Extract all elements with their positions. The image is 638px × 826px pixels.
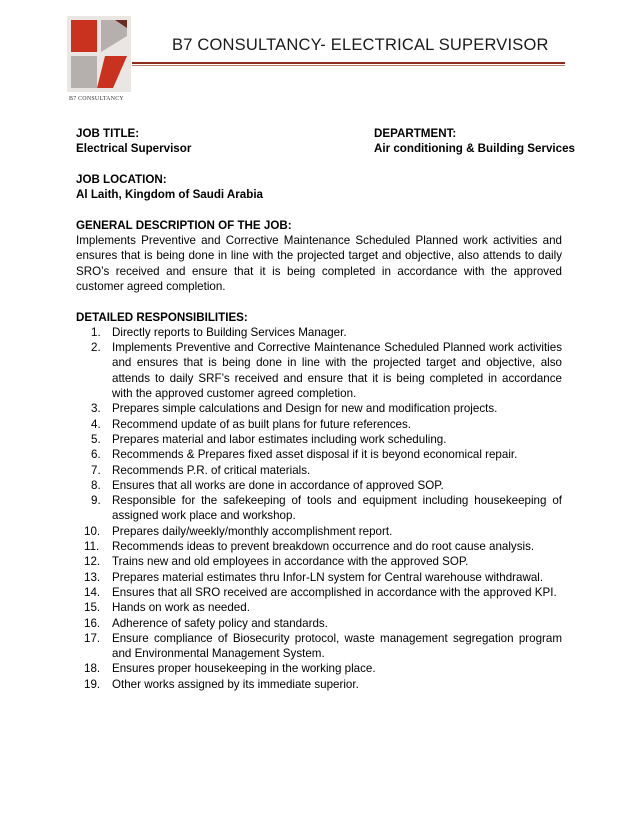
b7-logo-mark	[67, 16, 131, 92]
page-title: B7 CONSULTANCY- ELECTRICAL SUPERVISOR	[172, 36, 549, 54]
header-rule	[132, 62, 565, 64]
department-label: DEPARTMENT:	[374, 127, 457, 140]
list-item: 5. Prepares material and labor estimates including work scheduling.	[91, 432, 447, 446]
logo-caption: B7 CONSULTANCY	[69, 96, 124, 102]
list-item: 3. Prepares simple calculations and Design for new and modification projects.	[91, 402, 498, 416]
list-item: 11. Recommends ideas to prevent breakdown occurrence and do root cause analysis.	[84, 540, 535, 554]
list-item: 14. Ensures that all SRO received are accomplished in accordance with the approved KPI.	[84, 585, 557, 599]
job-title-label: JOB TITLE:	[76, 127, 140, 140]
job-description-body	[76, 126, 575, 692]
list-item: 9. Responsible for the safekeeping of tools and equipment including housekeeping of assigned work place and workshop.	[91, 494, 562, 523]
list-item: 12. Trains new and old employees in accordance with the approved SOP.	[84, 555, 469, 569]
list-item: 8. Ensures that all works are done in accordance of approved SOP.	[91, 478, 444, 492]
list-item: 10. Prepares daily/weekly/monthly accomplishment report.	[84, 524, 393, 538]
list-item: 18. Ensures proper housekeeping in the working place.	[84, 662, 376, 676]
general-description-text: Implements Preventive and Corrective Maintenance Scheduled Planned work activities and ensures that is being done in line with the projected target and objective, also attends to daily SRO’s received and ensure that it is being completed in accordance with the approved customer agreed completion.	[76, 234, 562, 293]
list-item: 4. Recommend update of as built plans for future references.	[91, 417, 412, 431]
list-item: 1. Directly reports to Building Services Manager.	[91, 325, 347, 339]
job-title-value: Electrical Supervisor	[76, 142, 192, 156]
responsibilities-list	[76, 325, 562, 692]
list-item: 2. Implements Preventive and Corrective Maintenance Scheduled Planned work activities and ensures that is being done in line with the projected target and objective, also attends to daily SRF’s received and ensure that it is being completed in accordance with the approved customer agreed completion.	[91, 341, 562, 401]
location-label: JOB LOCATION:	[76, 172, 167, 186]
general-description-heading: GENERAL DESCRIPTION OF THE JOB:	[76, 218, 292, 232]
list-item: 15. Hands on work as needed.	[84, 601, 250, 615]
department-value: Air conditioning & Building Services	[374, 142, 575, 156]
company-logo	[67, 16, 137, 108]
location-value: Al Laith, Kingdom of Saudi Arabia	[76, 188, 264, 202]
list-item: 17. Ensure compliance of Biosecurity protocol, waste management segregation program and Environmental Management System.	[84, 631, 562, 661]
list-item: 19. Other works assigned by its immediate superior.	[84, 677, 359, 691]
list-item: 13. Prepares material estimates thru Infor-LN system for Central warehouse withdrawal.	[84, 570, 544, 584]
list-item: 16. Adherence of safety policy and standards.	[84, 616, 328, 630]
header-rule-thin	[132, 65, 565, 66]
list-item: 7. Recommends P.R. of critical materials.	[91, 463, 311, 477]
list-item: 6. Recommends & Prepares fixed asset disposal if it is beyond economical repair.	[91, 448, 518, 462]
detailed-responsibilities-heading: DETAILED RESPONSIBILITIES:	[76, 310, 248, 324]
